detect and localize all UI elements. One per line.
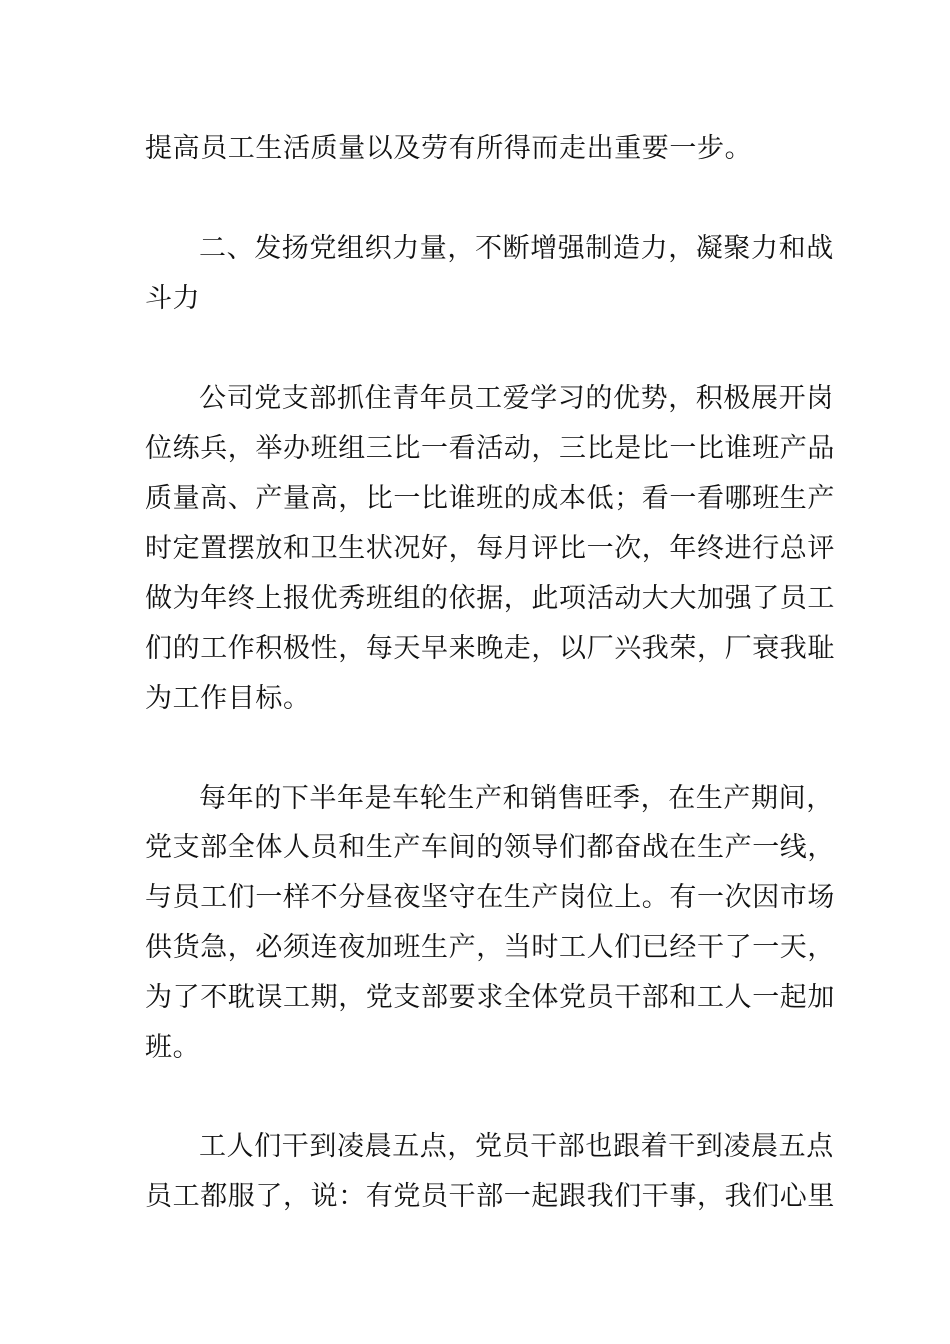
paragraph-line: 做为年终上报优秀班组的依据，此项活动大大加强了员工 (145, 583, 835, 614)
paragraph-line: 为工作目标。 (145, 683, 311, 714)
paragraph-line: 们的工作积极性，每天早来晚走，以厂兴我荣，厂衰我耻 (145, 633, 835, 664)
paragraph-line: 与员工们一样不分昼夜坚守在生产岗位上。有一次因市场 (145, 882, 835, 913)
paragraph-line: 时定置摆放和卫生状况好，每月评比一次，年终进行总评 (145, 533, 835, 564)
paragraph-line: 每年的下半年是车轮生产和销售旺季，在生产期间， (199, 783, 834, 814)
paragraph-line: 党支部全体人员和生产车间的领导们都奋战在生产一线， (145, 832, 835, 863)
paragraph-line: 提高员工生活质量以及劳有所得而走出重要一步。 (145, 133, 753, 164)
paragraph-line: 质量高、产量高，比一比谁班的成本低；看一看哪班生产 (145, 483, 835, 514)
paragraph-line: 员工都服了，说：有党员干部一起跟我们干事，我们心里 (145, 1181, 835, 1212)
section-heading: 二、发扬党组织力量，不断增强制造力，凝聚力和战 (199, 233, 834, 264)
paragraph-line: 位练兵，举办班组三比一看活动，三比是比一比谁班产品 (145, 433, 835, 464)
paragraph-line: 工人们干到凌晨五点，党员干部也跟着干到凌晨五点 (199, 1131, 834, 1162)
paragraph-line: 供货急，必须连夜加班生产，当时工人们已经干了一天， (145, 932, 835, 963)
paragraph-line: 班。 (145, 1032, 201, 1063)
paragraph-line: 为了不耽误工期，党支部要求全体党员干部和工人一起加 (145, 982, 835, 1013)
section-heading-continued: 斗力 (145, 283, 201, 314)
paragraph-line: 公司党支部抓住青年员工爱学习的优势，积极展开岗 (199, 383, 834, 414)
